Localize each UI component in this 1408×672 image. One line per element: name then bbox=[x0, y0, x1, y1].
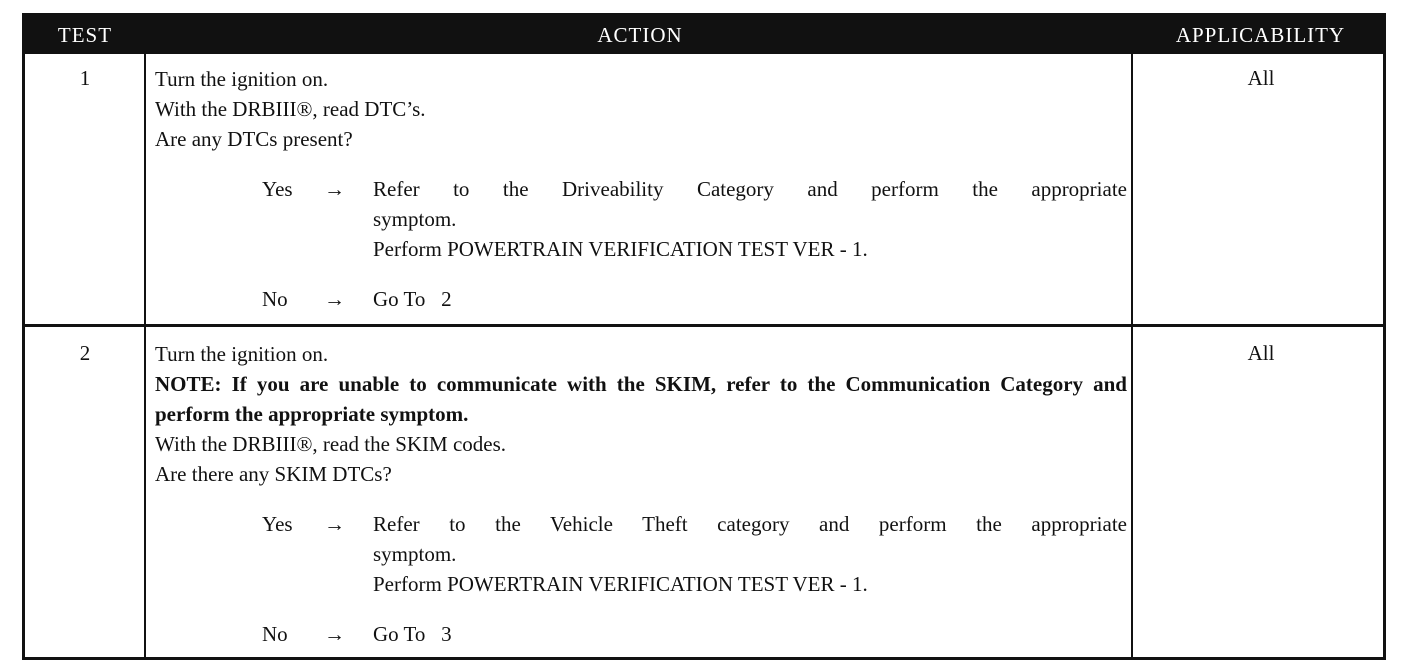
test-number: 2 bbox=[79, 341, 91, 365]
applicability-value: All bbox=[1247, 66, 1275, 90]
yes-label: Yes bbox=[262, 177, 293, 201]
action-line: With the DRBIII®, read DTC’s. bbox=[155, 97, 426, 121]
response-text: Perform POWERTRAIN VERIFICATION TEST VER - 1. bbox=[373, 237, 868, 261]
action-line: Turn the ignition on. bbox=[155, 342, 329, 366]
response-text: Refer to the Vehicle Theft category and perform the appropriate bbox=[373, 512, 1127, 536]
action-cell bbox=[155, 64, 1127, 314]
arrow-icon: → bbox=[324, 622, 345, 646]
arrow-icon: → bbox=[324, 177, 345, 201]
header-test: TEST bbox=[57, 23, 113, 47]
action-line: Turn the ignition on. bbox=[155, 67, 329, 91]
table-header bbox=[25, 16, 1383, 54]
header-action: ACTION bbox=[597, 23, 683, 47]
action-cell bbox=[155, 339, 1127, 649]
table-row bbox=[25, 54, 1383, 324]
no-label: No bbox=[262, 622, 288, 646]
goto-text: Go To 2 bbox=[373, 287, 452, 311]
yes-response bbox=[262, 174, 1127, 264]
yes-response bbox=[262, 509, 1127, 599]
action-line: With the DRBIII®, read the SKIM codes. bbox=[155, 432, 507, 456]
response-text: symptom. bbox=[373, 542, 457, 566]
response-text: Perform POWERTRAIN VERIFICATION TEST VER - 1. bbox=[373, 572, 868, 596]
arrow-icon: → bbox=[324, 287, 345, 311]
no-response bbox=[262, 619, 1127, 649]
action-line: Are any DTCs present? bbox=[155, 127, 353, 151]
header-applicability: APPLICABILITY bbox=[1175, 23, 1346, 47]
response-text: Refer to the Driveability Category and perform the appropriate bbox=[373, 177, 1127, 201]
goto-text: Go To 3 bbox=[373, 622, 452, 646]
table-row bbox=[25, 324, 1383, 663]
note-text: NOTE: If you are unable to communicate with the SKIM, refer to the Communication Category and perform the appropriate symptom. bbox=[155, 372, 1127, 426]
yes-label: Yes bbox=[262, 512, 293, 536]
response-text: symptom. bbox=[373, 207, 457, 231]
applicability-value: All bbox=[1247, 341, 1275, 365]
arrow-icon: → bbox=[324, 512, 345, 536]
no-response bbox=[262, 284, 1127, 314]
no-label: No bbox=[262, 287, 288, 311]
test-table bbox=[22, 13, 1386, 660]
test-number: 1 bbox=[79, 66, 91, 90]
action-line: Are there any SKIM DTCs? bbox=[155, 462, 392, 486]
